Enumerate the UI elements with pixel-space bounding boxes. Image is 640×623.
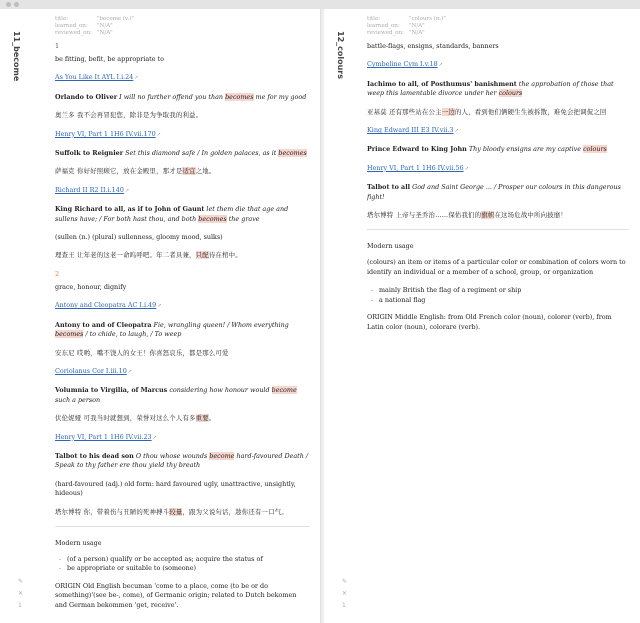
citation-link[interactable]: Antony and Cleopatra AC I.i.49 (55, 301, 157, 310)
modern-usage-heading: Modern usage (55, 538, 102, 547)
quote: Iachimo to all, of Posthumus' banishment the approbation of those that weep this lamentable divorce under her colours (367, 79, 614, 98)
translation: 伏伦妮娅 可我当时就想到，荣誉对这么个人有多重要。 (55, 414, 216, 423)
external-link-icon: ↗ (438, 62, 443, 69)
external-link-icon: ↗ (157, 303, 162, 310)
translation: 塔尔博特 上帝与圣乔治……保佑我们的旗帜在这场危战中所向披靡！ (367, 211, 567, 220)
citation-link[interactable]: Henry VI, Part 1 1H6 IV.vii.170 (55, 129, 156, 138)
quote: Prince Edward to King John Thy bloody ensigns are my captive colours (367, 145, 607, 154)
list-item: - (of a person) qualify or be accepted as; acquire the status of (67, 555, 310, 564)
quote: Orlando to Oliver I will no further offend you than becomes me for my good (55, 92, 307, 101)
modern-usage-list (367, 286, 629, 305)
sense-definition: battle-flags, ensigns, standards, banners (367, 42, 499, 50)
divider (55, 526, 310, 527)
window-dot-icon[interactable] (14, 2, 19, 7)
translation: 安东尼 哎哟，嘴不饶人的女王！你喜怒哀乐，都是那么可爱 (55, 348, 229, 357)
origin-text: ORIGIN Old English becuman 'come to a place, come (to be or do something)'(see be-, come), of Germanic origin; related to Dutch bekomen and German bekommen 'get, receive'. (55, 581, 297, 609)
external-link-icon: ↗ (464, 165, 469, 172)
card-rail (0, 9, 38, 623)
pencil-icon[interactable]: ✎ (18, 578, 24, 585)
close-icon[interactable]: ✕ (342, 590, 348, 597)
external-link-icon: ↗ (156, 131, 161, 138)
frontmatter: title: "become (v.)" learned_on: "N/A" reviewed_on: "N/A" (55, 16, 134, 36)
gloss-note: (sullen (n.) (plural) sullenness, gloomy mood, sulks) (55, 233, 223, 242)
citation-link[interactable]: King Edward III E3 IV.vii.3 (367, 126, 454, 135)
sense-number: 1 (55, 42, 60, 50)
top-bar (0, 0, 640, 9)
frontmatter: title: "colours (n.)" learned_on: "N/A" reviewed_on: "N/A" (367, 16, 446, 36)
origin-text: ORIGIN Middle English: from Old French color (noun), colorer (verb), from Latin color (noun), colorare (verb). (367, 313, 612, 331)
citation-link[interactable]: Henry VI, Part 1 1H6 IV.vii.23 (55, 432, 152, 441)
translation: 萨福克 你好好照顾它，放在金殿里，那才是适宜之地。 (55, 167, 216, 176)
citation-link[interactable]: As You Like It AYL I.i.24 (55, 73, 134, 82)
modern-usage-heading: Modern usage (367, 242, 414, 251)
translation: 奥兰多 我不会再冒犯您，除非是为争取我的利益。 (55, 111, 203, 120)
translation: 亚基莫 还有那些站在公主一边的人，看到他们俩硬生生被拆散，难免会把调侃之回 (367, 107, 607, 116)
card-content (55, 9, 310, 623)
modern-definition: (colours) an item or items of a particular color or combination of colors worn to identify an individual or a member of a school, group, or organization (367, 258, 626, 276)
external-link-icon: ↗ (454, 128, 459, 135)
translation: 理查王 让年老的这老一命呜呼吧。年二者具兼，只配待在棺中。 (55, 251, 242, 260)
pencil-icon[interactable]: ✎ (342, 578, 348, 585)
sense-number: 2 (55, 269, 60, 278)
sense-definition: grace, honour, dignify (55, 282, 127, 291)
card-pane-become (0, 9, 321, 623)
card-title: 12_colours (336, 31, 345, 80)
quote: Talbot to all God and Saint George ... / Prosper our colours in this dangerous fight! (367, 183, 621, 201)
sense-definition: be fitting, befit, be appropriate to (55, 55, 164, 63)
translation: 塔尔博特 你，带着伤与丑陋的死神搏斗较量，跟为父说句话，趁你还有一口气。 (55, 507, 288, 516)
citation-link[interactable]: Cymbeline Cym I.v.18 (367, 60, 438, 69)
window-dot-icon[interactable] (6, 2, 11, 7)
number-icon: 1 (18, 602, 22, 609)
card-content (367, 9, 629, 623)
citation-link[interactable]: Richard II R2 II.i.140 (55, 185, 124, 194)
external-link-icon: ↗ (127, 368, 132, 375)
list-item: - a national flag (379, 296, 629, 305)
quote: Talbot to his dead son O thou whose wounds become hard-favoured Death / Speak to thy father ere thou yield thy breath (55, 451, 309, 470)
number-icon: 1 (342, 602, 346, 609)
divider (367, 229, 629, 230)
quote: Suffolk to Reignier Set this diamond safe / In golden palaces, as it becomes (55, 149, 307, 158)
citation-link[interactable]: Henry VI, Part 1 1H6 IV.vii.56 (367, 163, 464, 172)
quote: Antony to and of Cleopatra Fie, wrangling queen! / Whom everything becomes / to chide, to laugh, / To weep (55, 320, 289, 339)
external-link-icon: ↗ (134, 75, 139, 82)
card-pane-colours (324, 9, 640, 623)
external-link-icon: ↗ (152, 434, 157, 441)
quote: King Richard to all, as if to John of Gaunt let them die that age and sullens have; / For both hast thou, and both becomes the grave (55, 205, 289, 223)
modern-usage-list (55, 555, 310, 574)
list-item: - be appropriate or suitable to (someone) (67, 564, 310, 573)
external-link-icon: ↗ (124, 187, 130, 194)
gloss-note: (hard-favoured (adj.) old form: hard favoured ugly, unattractive, unsightly, hideous) (55, 479, 296, 498)
quote: Volumnia to Virgilia, of Marcus considering how honour would become such a person (55, 386, 297, 404)
citation-link[interactable]: Coriolanus Cor I.iii.10 (55, 366, 127, 375)
close-icon[interactable]: ✕ (18, 590, 24, 597)
list-item: - mainly British the flag of a regiment or ship (379, 286, 629, 295)
card-rail (324, 9, 362, 623)
card-title: 11_become (12, 31, 21, 82)
